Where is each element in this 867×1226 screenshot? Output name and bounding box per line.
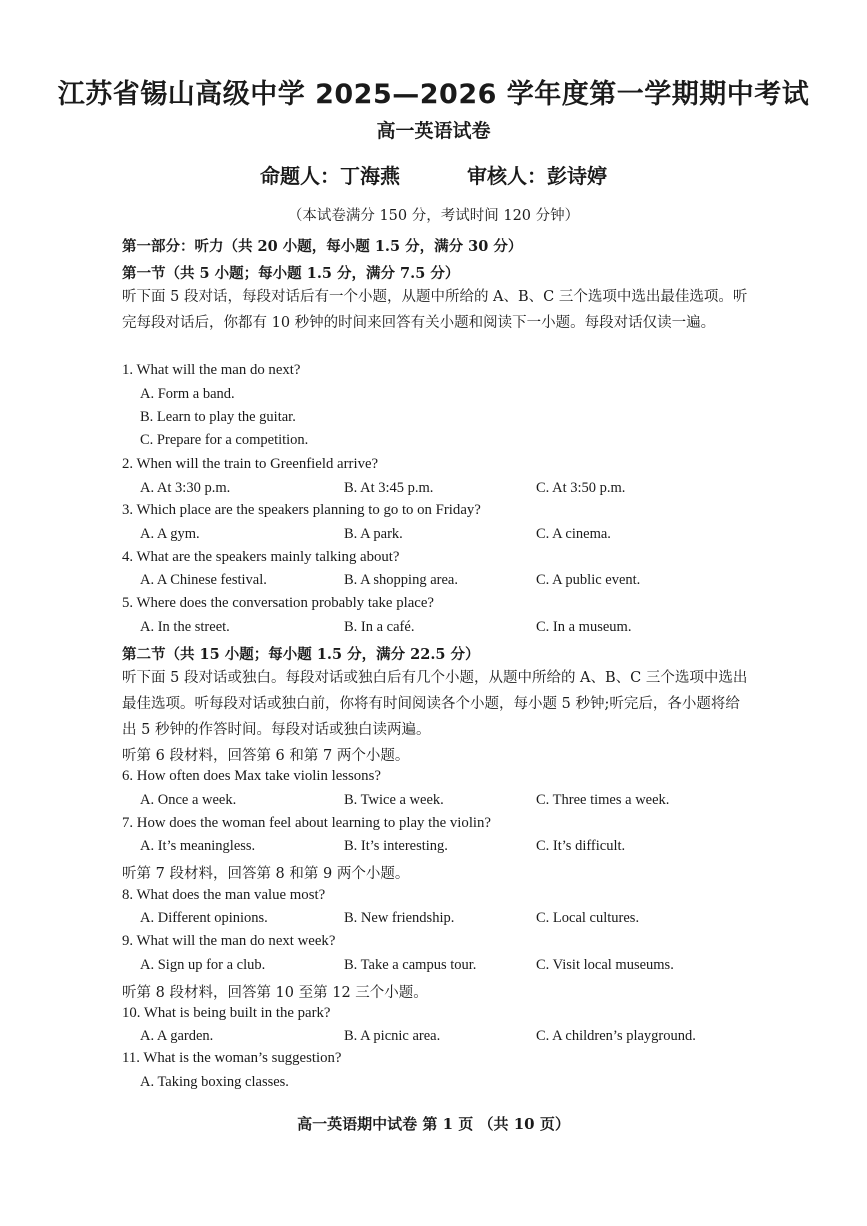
material-6-note: 听第 6 段材料，回答第 6 和第 7 两个小题。 xyxy=(122,748,410,764)
q4-option-b: B. A shopping area. xyxy=(344,572,458,588)
q7-option-a: A. It’s meaningless. xyxy=(140,838,256,854)
section2-heading: 第二节（共 15 小题；每小题 1.5 分，满分 22.5 分） xyxy=(122,646,480,663)
exam-title: 江苏省锡山高级中学 2025—2026 学年度第一学期期中考试 xyxy=(57,79,810,110)
q5-option-b: B. In a café. xyxy=(344,619,415,635)
q1-option-b: B. Learn to play the guitar. xyxy=(140,409,296,425)
q2-option-a: A. At 3:30 p.m. xyxy=(140,480,231,496)
question-3: 3. Which place are the speakers planning to go to on Friday? xyxy=(122,502,481,518)
q3-option-b: B. A park. xyxy=(344,526,403,542)
question-10: 10. What is being built in the park? xyxy=(122,1005,331,1021)
part1-heading: 第一部分：听力（共 20 小题，每小题 1.5 分，满分 30 分） xyxy=(122,238,523,255)
q8-option-b: B. New friendship. xyxy=(344,910,455,926)
exam-subtitle: 高一英语试卷 xyxy=(376,120,491,142)
reviewer-name: 审核人：彭诗婷 xyxy=(466,164,607,188)
question-6: 6. How often does Max take violin lessons? xyxy=(122,768,381,784)
q5-option-a: A. In the street. xyxy=(140,619,230,635)
q2-option-c: C. At 3:50 p.m. xyxy=(536,480,626,496)
q9-option-b: B. Take a campus tour. xyxy=(344,957,477,973)
material-7-note: 听第 7 段材料，回答第 8 和第 9 两个小题。 xyxy=(122,866,410,882)
author-line xyxy=(0,160,867,189)
question-7: 7. How does the woman feel about learning to play the violin? xyxy=(122,815,492,831)
q11-option-a: A. Taking boxing classes. xyxy=(140,1074,289,1090)
exam-note: （本试卷满分 150 分，考试时间 120 分钟） xyxy=(287,208,580,224)
question-2: 2. When will the train to Greenfield arrive? xyxy=(122,456,379,472)
q8-option-c: C. Local cultures. xyxy=(536,910,640,926)
q7-option-c: C. It’s difficult. xyxy=(536,838,626,854)
section1-instructions: 听下面 5 段对话，每段对话后有一个小题，从题中所给的 A、B、C 三个选项中选出最佳选项。听完每段对话后，你都有 10 秒钟的时间来回答有关小题和阅读下一小题。每段对话仅读一遍。 xyxy=(122,289,748,331)
question-5: 5. Where does the conversation probably take place? xyxy=(122,595,434,611)
q1-option-c: C. Prepare for a competition. xyxy=(140,432,309,448)
q9-option-a: A. Sign up for a club. xyxy=(140,957,266,973)
q1-option-a: A. Form a band. xyxy=(140,386,235,402)
q8-option-a: A. Different opinions. xyxy=(140,910,268,926)
q3-option-a: A. A gym. xyxy=(140,526,200,542)
question-11: 11. What is the woman’s suggestion? xyxy=(122,1050,342,1066)
section1-heading: 第一节（共 5 小题；每小题 1.5 分，满分 7.5 分） xyxy=(122,265,460,282)
question-4: 4. What are the speakers mainly talking about? xyxy=(122,549,400,565)
q3-option-c: C. A cinema. xyxy=(536,526,611,542)
q6-option-c: C. Three times a week. xyxy=(536,792,670,808)
question-9: 9. What will the man do next week? xyxy=(122,933,336,949)
q6-option-a: A. Once a week. xyxy=(140,792,237,808)
q4-option-a: A. A Chinese festival. xyxy=(140,572,267,588)
q10-option-a: A. A garden. xyxy=(140,1028,214,1044)
question-1: 1. What will the man do next? xyxy=(122,362,301,378)
q10-option-b: B. A picnic area. xyxy=(344,1028,441,1044)
q4-option-c: C. A public event. xyxy=(536,572,641,588)
material-8-note: 听第 8 段材料，回答第 10 至第 12 三个小题。 xyxy=(122,985,428,1001)
q9-option-c: C. Visit local museums. xyxy=(536,957,674,973)
author-name: 命题人：丁海燕 xyxy=(260,164,401,188)
question-8: 8. What does the man value most? xyxy=(122,887,326,903)
page-footer: 高一英语期中试卷 第 1 页 （共 10 页） xyxy=(297,1115,570,1133)
section2-instructions: 听下面 5 段对话或独白。每段对话或独白后有几个小题，从题中所给的 A、B、C 三个选项中选出最佳选项。听每段对话或独白前，你将有时间阅读各个小题，每小题 5 秒钟;听完后，各小题将给出 5 秒钟的作答时间。每段对话或独白读两遍。 xyxy=(122,670,748,738)
q6-option-b: B. Twice a week. xyxy=(344,792,444,808)
q10-option-c: C. A children’s playground. xyxy=(536,1028,696,1044)
q7-option-b: B. It’s interesting. xyxy=(344,838,448,854)
q2-option-b: B. At 3:45 p.m. xyxy=(344,480,434,496)
q5-option-c: C. In a museum. xyxy=(536,619,632,635)
